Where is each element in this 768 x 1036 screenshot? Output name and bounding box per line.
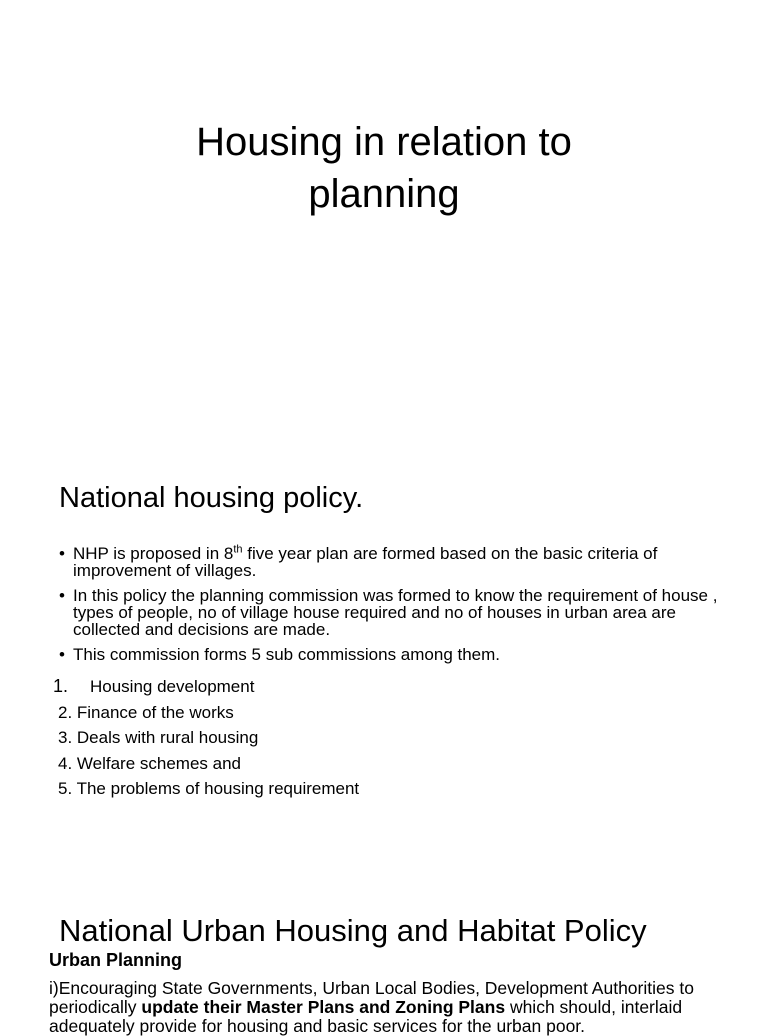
list-text: Housing development — [90, 677, 255, 696]
urban-planning-paragraph — [49, 979, 759, 1036]
national-housing-policy-heading: National housing policy. — [59, 482, 364, 514]
superscript: th — [233, 543, 243, 556]
urban-housing-policy-heading: National Urban Housing and Habitat Policy — [59, 913, 647, 948]
list-number: 1. — [53, 676, 69, 696]
para-text: i)Encouraging State Governments, Urban Local Bodies, Development Authorities to periodically — [49, 978, 694, 1017]
bullet-text: five year plan are formed based on the basic criteria of improvement of villages. — [73, 544, 658, 580]
para-text: which should, interlaid adequately provide for housing and basic services for the urban poor. — [49, 997, 683, 1036]
policy-bullet-list — [59, 545, 729, 671]
list-item: 3. Deals with rural housing — [58, 728, 259, 747]
slide-title-heading — [0, 116, 768, 220]
title-line-2: planning — [308, 172, 460, 216]
urban-planning-subheading: Urban Planning — [49, 950, 183, 970]
sub-commission-list — [53, 674, 359, 802]
para-bold-text: update their Master Plans and Zoning Plans — [141, 997, 506, 1017]
bullet-item: • This commission forms 5 sub commissions among them. — [59, 646, 729, 663]
title-line-1: Housing in relation to — [196, 120, 572, 164]
list-item: 4. Welfare schemes and — [58, 753, 241, 773]
list-item — [53, 674, 359, 700]
bullet-text: NHP is proposed in 8 — [73, 544, 234, 563]
list-item: 2. Finance of the works — [58, 702, 234, 722]
slide-title — [0, 0, 768, 440]
bullet-item: • In this policy the planning commission was formed to know the requirement of house , types of people, no of village house required and no of houses in urban area are collected and decisions are made. — [59, 587, 729, 638]
list-item: 5. The problems of housing requirement — [58, 779, 360, 798]
bullet-item — [59, 545, 729, 579]
